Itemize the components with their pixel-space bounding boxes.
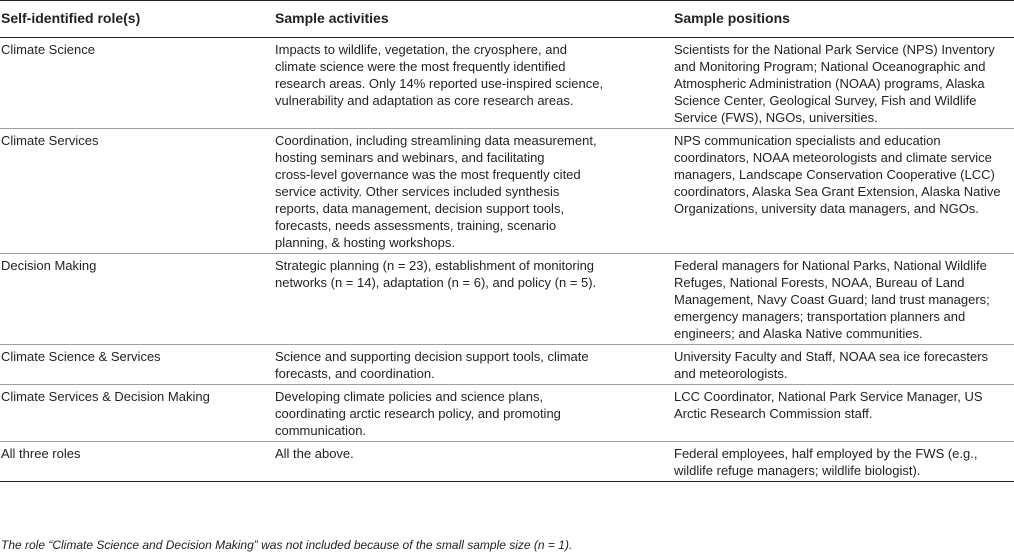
positions-line: Management, Navy Coast Guard; land trust managers; [674, 292, 990, 307]
activities-line: All the above. [275, 446, 354, 461]
activities-cell [273, 345, 672, 385]
header-role: Self-identified role(s) [0, 1, 273, 38]
positions-line: University Faculty and Staff, NOAA sea ice forecasters [674, 349, 989, 364]
positions-line: LCC Coordinator, National Park Service Manager, US [674, 389, 983, 404]
positions-line: Organizations, university data managers, and NGOs. [674, 201, 979, 216]
role-cell: Climate Science [0, 38, 273, 129]
activities-line: Science and supporting decision support tools, climate [275, 349, 589, 364]
role-cell: Climate Services [0, 129, 273, 254]
positions-line: Service (FWS), NGOs, universities. [674, 110, 878, 125]
activities-cell [273, 38, 672, 129]
positions-line: Scientists for the National Park Service (NPS) Inventory [674, 42, 995, 57]
table-row [0, 129, 1014, 254]
table-row [0, 38, 1014, 129]
positions-line: Refuges, National Forests, NOAA, Bureau of Land [674, 275, 965, 290]
activities-line: reports, data management, decision support tools, [275, 201, 565, 216]
role-cell: Climate Services & Decision Making [0, 385, 273, 442]
activities-line: cross-level governance was the most frequently cited [275, 167, 581, 182]
activities-line: hosting seminars and webinars, and facilitating [275, 150, 545, 165]
positions-line: NPS communication specialists and education [674, 133, 941, 148]
activities-line: forecasts, needs assessments, training, scenario [275, 218, 557, 233]
positions-line: engineers; and Alaska Native communities. [674, 326, 923, 341]
positions-line: emergency managers; transportation planners and [674, 309, 966, 324]
activities-line: coordinating arctic research policy, and promoting [275, 406, 561, 421]
activities-cell [273, 442, 672, 482]
header-positions: Sample positions [672, 1, 1014, 38]
activities-line: networks (n = 14), adaptation (n = 6), and policy (n = 5). [275, 275, 597, 290]
activities-cell [273, 385, 672, 442]
activities-line: research areas. Only 14% reported use-inspired science, [275, 76, 604, 91]
activities-line: vulnerability and adaptation as core research areas. [275, 93, 574, 108]
activities-cell [273, 254, 672, 345]
table-body [0, 38, 1014, 482]
role-cell: Climate Science & Services [0, 345, 273, 385]
activities-line: Impacts to wildlife, vegetation, the cryosphere, and [275, 42, 567, 57]
activities-line: communication. [275, 423, 367, 438]
table-row [0, 385, 1014, 442]
activities-line: forecasts, and coordination. [275, 366, 435, 381]
table-header [0, 1, 1014, 38]
activities-line: climate science were the most frequently identified [275, 59, 566, 74]
header-activities: Sample activities [273, 1, 672, 38]
positions-line: Science Center, Geological Survey, Fish and Wildlife [674, 93, 977, 108]
table-row [0, 345, 1014, 385]
activities-line: Strategic planning (n = 23), establishment of monitoring [275, 258, 595, 273]
header-row [0, 1, 1014, 38]
positions-cell [672, 345, 1014, 385]
positions-line: Arctic Research Commission staff. [674, 406, 873, 421]
positions-cell [672, 385, 1014, 442]
table-row [0, 442, 1014, 482]
activities-line: Coordination, including streamlining data measurement, [275, 133, 597, 148]
positions-cell [672, 254, 1014, 345]
table-row [0, 254, 1014, 345]
activities-cell [273, 129, 672, 254]
positions-line: managers, Landscape Conservation Cooperative (LCC) [674, 167, 995, 182]
positions-line: Atmospheric Administration (NOAA) programs, Alaska [674, 76, 985, 91]
table-footnote: The role “Climate Science and Decision Making” was not included because of the small sample size (n = 1). [1, 538, 573, 552]
positions-line: coordinators, NOAA meteorologists and climate service [674, 150, 992, 165]
positions-line: and meteorologists. [674, 366, 788, 381]
positions-line: Federal employees, half employed by the FWS (e.g., [674, 446, 978, 461]
role-cell: All three roles [0, 442, 273, 482]
positions-line: wildlife refuge managers; wildlife biologist). [674, 463, 921, 478]
positions-cell [672, 38, 1014, 129]
positions-cell [672, 442, 1014, 482]
activities-line: planning, & hosting workshops. [275, 235, 455, 250]
positions-line: coordinators, Alaska Sea Grant Extension, Alaska Native [674, 184, 1001, 199]
activities-line: Developing climate policies and science plans, [275, 389, 544, 404]
activities-line: service activity. Other services included synthesis [275, 184, 560, 199]
positions-line: Federal managers for National Parks, National Wildlife [674, 258, 987, 273]
positions-cell [672, 129, 1014, 254]
positions-line: and Monitoring Program; National Oceanographic and [674, 59, 986, 74]
role-cell: Decision Making [0, 254, 273, 345]
